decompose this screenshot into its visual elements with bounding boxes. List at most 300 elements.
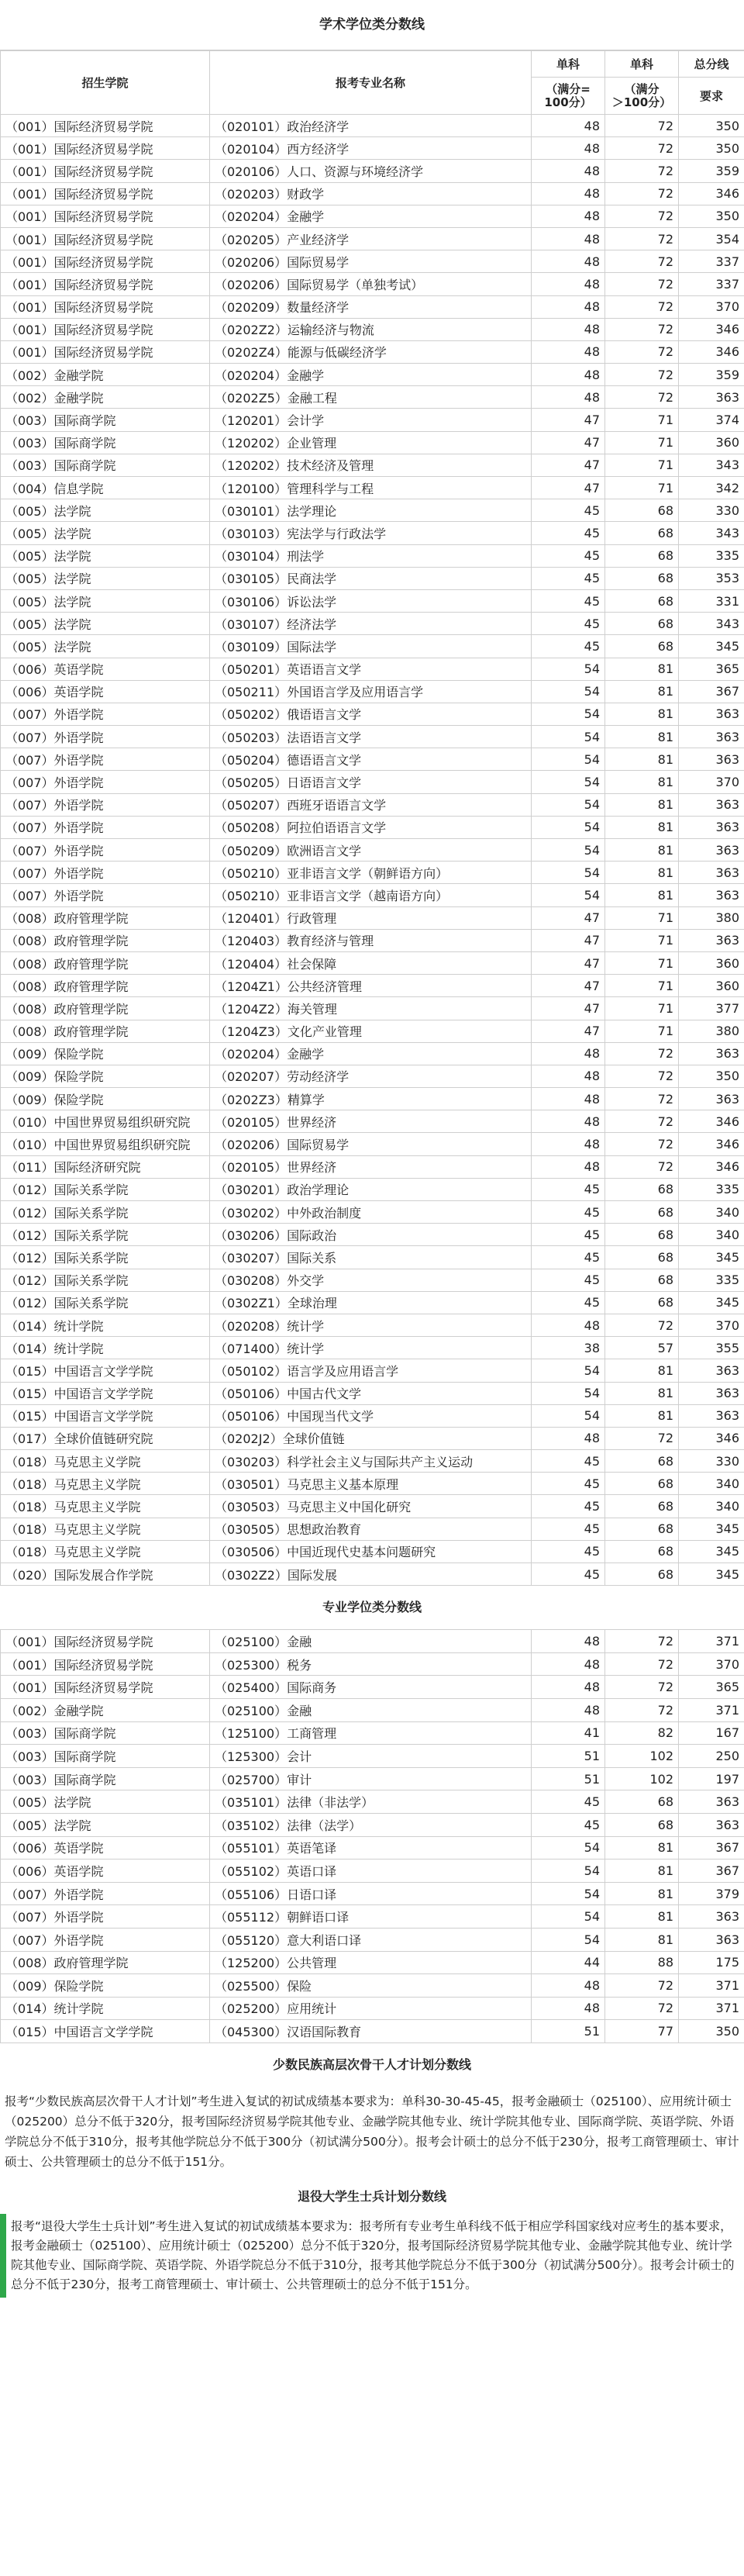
cell-single-100: 54 <box>532 816 605 838</box>
table-row <box>1 816 744 838</box>
cell-total: 330 <box>679 1450 744 1473</box>
cell-single-gt100: 81 <box>605 884 679 906</box>
cell-single-gt100: 72 <box>605 182 679 205</box>
cell-single-gt100: 72 <box>605 137 679 160</box>
cell-single-gt100: 81 <box>605 1404 679 1427</box>
cell-total: 343 <box>679 613 744 635</box>
cell-major: （050205）日语语言文学 <box>210 771 532 793</box>
cell-single-100: 48 <box>532 1133 605 1155</box>
cell-total: 335 <box>679 1269 744 1291</box>
cell-total: 345 <box>679 635 744 658</box>
table-row <box>1 1110 744 1133</box>
cell-major: （025200）应用统计 <box>210 1997 532 2020</box>
cell-single-gt100: 102 <box>605 1745 679 1768</box>
cell-major: （0202J2）全球价值链 <box>210 1427 532 1449</box>
cell-single-gt100: 81 <box>605 793 679 816</box>
cell-single-gt100: 72 <box>605 227 679 250</box>
cell-single-gt100: 72 <box>605 364 679 386</box>
cell-total: 370 <box>679 1314 744 1336</box>
cell-single-100: 45 <box>532 1291 605 1314</box>
cell-single-gt100: 72 <box>605 1427 679 1449</box>
table-row <box>1 137 744 160</box>
cell-major: （030201）政治学理论 <box>210 1178 532 1200</box>
cell-college: （007）外语学院 <box>1 748 210 771</box>
cell-single-gt100: 68 <box>605 1540 679 1563</box>
cell-single-100: 48 <box>532 250 605 273</box>
cell-total: 340 <box>679 1495 744 1518</box>
table-row <box>1 1178 744 1200</box>
cell-major: （030207）国际关系 <box>210 1246 532 1269</box>
cell-major: （030109）国际法学 <box>210 635 532 658</box>
cell-single-gt100: 68 <box>605 544 679 567</box>
table-row <box>1 1721 744 1745</box>
cell-single-gt100: 81 <box>605 703 679 725</box>
cell-single-100: 51 <box>532 2020 605 2043</box>
table-row <box>1 997 744 1020</box>
cell-single-100: 48 <box>532 182 605 205</box>
cell-single-gt100: 71 <box>605 477 679 499</box>
academic-section-title: 学术学位类分数线 <box>0 0 744 50</box>
cell-major: （020106）人口、资源与环境经济学 <box>210 160 532 182</box>
cell-single-gt100: 68 <box>605 589 679 612</box>
cell-total: 363 <box>679 1813 744 1836</box>
cell-college: （001）国际经济贸易学院 <box>1 115 210 137</box>
cell-major: （120401）行政管理 <box>210 906 532 929</box>
cell-single-gt100: 72 <box>605 1630 679 1653</box>
cell-college: （007）外语学院 <box>1 839 210 862</box>
cell-total: 345 <box>679 1246 744 1269</box>
cell-single-gt100: 68 <box>605 1563 679 1586</box>
cell-single-gt100: 72 <box>605 160 679 182</box>
cell-major: （030503）马克思主义中国化研究 <box>210 1495 532 1518</box>
cell-single-100: 45 <box>532 1563 605 1586</box>
cell-single-gt100: 81 <box>605 1836 679 1859</box>
cell-college: （001）国际经济贸易学院 <box>1 340 210 363</box>
cell-major: （0202Z5）金融工程 <box>210 386 532 409</box>
cell-single-gt100: 71 <box>605 951 679 974</box>
cell-single-100: 45 <box>532 1495 605 1518</box>
cell-major: （055106）日语口译 <box>210 1882 532 1905</box>
table-row <box>1 1314 744 1336</box>
cell-single-gt100: 81 <box>605 1905 679 1929</box>
cell-single-gt100: 72 <box>605 115 679 137</box>
cell-total: 335 <box>679 1178 744 1200</box>
table-row <box>1 1359 744 1382</box>
table-row <box>1 635 744 658</box>
cell-single-100: 54 <box>532 658 605 680</box>
cell-single-gt100: 72 <box>605 1676 679 1699</box>
cell-total: 340 <box>679 1224 744 1246</box>
table-row <box>1 544 744 567</box>
table-row <box>1 1065 744 1087</box>
cell-major: （1204Z1）公共经济管理 <box>210 975 532 997</box>
cell-college: （006）英语学院 <box>1 1836 210 1859</box>
table-row <box>1 1473 744 1495</box>
table-row <box>1 1951 744 1974</box>
table-row <box>1 1088 744 1110</box>
cell-college: （003）国际商学院 <box>1 1767 210 1790</box>
table-row <box>1 1563 744 1586</box>
table-row <box>1 1201 744 1224</box>
professional-section-title: 专业学位类分数线 <box>322 1600 422 1615</box>
cell-major: （030202）中外政治制度 <box>210 1201 532 1224</box>
cell-college: （015）中国语言文学学院 <box>1 1382 210 1404</box>
table-row <box>1 1042 744 1065</box>
cell-major: （030104）刑法学 <box>210 544 532 567</box>
cell-single-100: 54 <box>532 680 605 703</box>
cell-total: 354 <box>679 227 744 250</box>
cell-college: （006）英语学院 <box>1 680 210 703</box>
table-row <box>1 499 744 522</box>
cell-major: （020208）统计学 <box>210 1314 532 1336</box>
cell-single-100: 48 <box>532 1974 605 1998</box>
cell-major: （120100）管理科学与工程 <box>210 477 532 499</box>
table-row <box>1 182 744 205</box>
cell-major: （020209）数量经济学 <box>210 295 532 318</box>
cell-college: （008）政府管理学院 <box>1 997 210 1020</box>
table-row <box>1 1698 744 1721</box>
cell-college: （002）金融学院 <box>1 386 210 409</box>
cell-college: （003）国际商学院 <box>1 431 210 454</box>
cell-college: （005）法学院 <box>1 499 210 522</box>
table-row <box>1 906 744 929</box>
header-single-100-line2: （满分= <box>546 81 591 96</box>
veteran-section-title: 退役大学生士兵计划分数线 <box>297 2188 446 2204</box>
cell-total: 367 <box>679 680 744 703</box>
cell-single-100: 48 <box>532 1088 605 1110</box>
cell-college: （008）政府管理学院 <box>1 951 210 974</box>
table-row <box>1 1404 744 1427</box>
cell-single-100: 45 <box>532 589 605 612</box>
professional-table-body <box>1 1630 744 2043</box>
cell-college: （009）保险学院 <box>1 1088 210 1110</box>
cell-college: （020）国际发展合作学院 <box>1 1563 210 1586</box>
cell-single-100: 48 <box>532 137 605 160</box>
cell-total: 342 <box>679 477 744 499</box>
cell-college: （012）国际关系学院 <box>1 1201 210 1224</box>
cell-single-gt100: 71 <box>605 929 679 951</box>
cell-total: 371 <box>679 1974 744 1998</box>
cell-single-gt100: 81 <box>605 1928 679 1951</box>
cell-single-gt100: 81 <box>605 726 679 748</box>
cell-college: （001）国际经济贸易学院 <box>1 227 210 250</box>
cell-major: （125200）公共管理 <box>210 1951 532 1974</box>
cell-college: （007）外语学院 <box>1 816 210 838</box>
cell-major: （120404）社会保障 <box>210 951 532 974</box>
cell-single-gt100: 71 <box>605 997 679 1020</box>
cell-total: 363 <box>679 1790 744 1814</box>
cell-single-gt100: 81 <box>605 748 679 771</box>
cell-total: 197 <box>679 1767 744 1790</box>
cell-major: （120201）会计学 <box>210 409 532 431</box>
cell-single-100: 47 <box>532 929 605 951</box>
cell-college: （003）国际商学院 <box>1 1745 210 1768</box>
cell-single-100: 54 <box>532 1836 605 1859</box>
cell-single-100: 48 <box>532 295 605 318</box>
cell-college: （017）全球价值链研究院 <box>1 1427 210 1449</box>
table-row <box>1 1495 744 1518</box>
cell-major: （020206）国际贸易学（单独考试） <box>210 273 532 295</box>
table-row <box>1 340 744 363</box>
table-row <box>1 1630 744 1653</box>
cell-college: （001）国际经济贸易学院 <box>1 250 210 273</box>
cell-major: （020104）西方经济学 <box>210 137 532 160</box>
cell-major: （025100）金融 <box>210 1630 532 1653</box>
table-row <box>1 1269 744 1291</box>
cell-total: 363 <box>679 386 744 409</box>
cell-major: （055101）英语笔译 <box>210 1836 532 1859</box>
table-row <box>1 703 744 725</box>
cell-single-gt100: 72 <box>605 1974 679 1998</box>
cell-single-100: 45 <box>532 1473 605 1495</box>
cell-single-100: 45 <box>532 1201 605 1224</box>
cell-total: 380 <box>679 1020 744 1042</box>
cell-total: 363 <box>679 1359 744 1382</box>
table-row <box>1 567 744 589</box>
cell-college: （010）中国世界贸易组织研究院 <box>1 1133 210 1155</box>
cell-college: （005）法学院 <box>1 1790 210 1814</box>
cell-college: （006）英语学院 <box>1 658 210 680</box>
cell-single-100: 54 <box>532 726 605 748</box>
cell-single-gt100: 71 <box>605 906 679 929</box>
cell-single-gt100: 68 <box>605 522 679 544</box>
cell-single-100: 45 <box>532 613 605 635</box>
cell-single-100: 54 <box>532 703 605 725</box>
cell-single-100: 54 <box>532 1404 605 1427</box>
cell-total: 360 <box>679 951 744 974</box>
cell-single-gt100: 57 <box>605 1337 679 1359</box>
cell-college: （005）法学院 <box>1 522 210 544</box>
table-row <box>1 1224 744 1246</box>
cell-single-100: 47 <box>532 975 605 997</box>
cell-major: （030208）外交学 <box>210 1269 532 1291</box>
cell-single-100: 54 <box>532 884 605 906</box>
cell-major: （030505）思想政治教育 <box>210 1518 532 1540</box>
cell-college: （007）外语学院 <box>1 1882 210 1905</box>
cell-single-100: 47 <box>532 997 605 1020</box>
cell-college: （007）外语学院 <box>1 1928 210 1951</box>
cell-college: （008）政府管理学院 <box>1 929 210 951</box>
table-row <box>1 975 744 997</box>
cell-major: （055102）英语口译 <box>210 1859 532 1883</box>
cell-single-100: 54 <box>532 862 605 884</box>
cell-single-100: 45 <box>532 1450 605 1473</box>
cell-major: （025100）金融 <box>210 1698 532 1721</box>
table-row <box>1 884 744 906</box>
table-row <box>1 929 744 951</box>
cell-total: 363 <box>679 726 744 748</box>
cell-single-gt100: 81 <box>605 1359 679 1382</box>
cell-college: （012）国际关系学院 <box>1 1178 210 1200</box>
cell-single-gt100: 72 <box>605 1065 679 1087</box>
cell-single-gt100: 81 <box>605 839 679 862</box>
table-row <box>1 680 744 703</box>
cell-single-gt100: 68 <box>605 567 679 589</box>
cell-major: （050202）俄语语言文学 <box>210 703 532 725</box>
cell-major: （120403）教育经济与管理 <box>210 929 532 951</box>
cell-total: 343 <box>679 454 744 476</box>
cell-college: （008）政府管理学院 <box>1 906 210 929</box>
cell-single-100: 48 <box>532 1676 605 1699</box>
cell-college: （008）政府管理学院 <box>1 975 210 997</box>
table-row <box>1 1450 744 1473</box>
cell-major: （045300）汉语国际教育 <box>210 2020 532 2043</box>
cell-single-100: 45 <box>532 1224 605 1246</box>
cell-college: （009）保险学院 <box>1 1065 210 1087</box>
cell-college: （018）马克思主义学院 <box>1 1540 210 1563</box>
cell-single-100: 48 <box>532 1065 605 1087</box>
cell-total: 330 <box>679 499 744 522</box>
table-row <box>1 431 744 454</box>
cell-single-100: 47 <box>532 951 605 974</box>
cell-single-100: 54 <box>532 839 605 862</box>
cell-major: （020206）国际贸易学 <box>210 1133 532 1155</box>
cell-college: （015）中国语言文学学院 <box>1 1359 210 1382</box>
cell-major: （050211）外国语言学及应用语言学 <box>210 680 532 703</box>
cell-total: 337 <box>679 273 744 295</box>
cell-single-gt100: 72 <box>605 340 679 363</box>
cell-college: （007）外语学院 <box>1 862 210 884</box>
cell-college: （001）国际经济贸易学院 <box>1 318 210 340</box>
cell-college: （010）中国世界贸易组织研究院 <box>1 1110 210 1133</box>
header-total-line1: 总分线 <box>679 51 744 78</box>
cell-total: 350 <box>679 137 744 160</box>
cell-total: 365 <box>679 1676 744 1699</box>
table-row <box>1 1997 744 2020</box>
cell-single-gt100: 71 <box>605 454 679 476</box>
table-row <box>1 1905 744 1929</box>
cell-single-gt100: 72 <box>605 1042 679 1065</box>
cell-college: （001）国际经济贸易学院 <box>1 273 210 295</box>
table-row <box>1 2020 744 2043</box>
table-row <box>1 205 744 227</box>
cell-college: （005）法学院 <box>1 589 210 612</box>
cell-single-gt100: 68 <box>605 1495 679 1518</box>
cell-total: 340 <box>679 1201 744 1224</box>
cell-single-gt100: 68 <box>605 635 679 658</box>
cell-total: 335 <box>679 544 744 567</box>
cell-single-100: 45 <box>532 1540 605 1563</box>
cell-single-100: 48 <box>532 227 605 250</box>
cell-major: （0202Z3）精算学 <box>210 1088 532 1110</box>
cell-college: （012）国际关系学院 <box>1 1246 210 1269</box>
cell-major: （030105）民商法学 <box>210 567 532 589</box>
table-row <box>1 1813 744 1836</box>
cell-college: （005）法学院 <box>1 1813 210 1836</box>
cell-college: （003）国际商学院 <box>1 1721 210 1745</box>
table-row <box>1 1745 744 1768</box>
cell-major: （030101）法学理论 <box>210 499 532 522</box>
header-single-100-line1: 单科 <box>532 51 605 78</box>
cell-total: 360 <box>679 431 744 454</box>
table-row <box>1 1859 744 1883</box>
cell-single-100: 45 <box>532 1178 605 1200</box>
cell-major: （050102）语言学及应用语言学 <box>210 1359 532 1382</box>
cell-single-gt100: 68 <box>605 1178 679 1200</box>
cell-single-100: 54 <box>532 1859 605 1883</box>
cell-total: 363 <box>679 748 744 771</box>
cell-single-gt100: 72 <box>605 1314 679 1336</box>
cell-total: 363 <box>679 1088 744 1110</box>
cell-major: （030107）经济法学 <box>210 613 532 635</box>
cell-single-100: 54 <box>532 1382 605 1404</box>
cell-total: 355 <box>679 1337 744 1359</box>
cell-total: 350 <box>679 2020 744 2043</box>
cell-major: （125300）会计 <box>210 1745 532 1768</box>
cell-major: （1204Z3）文化产业管理 <box>210 1020 532 1042</box>
cell-single-gt100: 81 <box>605 1382 679 1404</box>
cell-single-100: 48 <box>532 273 605 295</box>
cell-single-100: 41 <box>532 1721 605 1745</box>
cell-single-gt100: 88 <box>605 1951 679 1974</box>
cell-total: 377 <box>679 997 744 1020</box>
cell-total: 343 <box>679 522 744 544</box>
cell-total: 367 <box>679 1859 744 1883</box>
cell-single-100: 48 <box>532 1698 605 1721</box>
cell-total: 250 <box>679 1745 744 1768</box>
cell-total: 370 <box>679 295 744 318</box>
cell-college: （005）法学院 <box>1 567 210 589</box>
cell-single-100: 45 <box>532 1790 605 1814</box>
cell-major: （0202Z4）能源与低碳经济学 <box>210 340 532 363</box>
cell-single-100: 45 <box>532 1518 605 1540</box>
cell-total: 363 <box>679 862 744 884</box>
cell-single-100: 48 <box>532 1652 605 1676</box>
cell-major: （020105）世界经济 <box>210 1155 532 1178</box>
cell-single-100: 48 <box>532 1314 605 1336</box>
cell-single-100: 51 <box>532 1767 605 1790</box>
cell-major: （025400）国际商务 <box>210 1676 532 1699</box>
cell-single-100: 54 <box>532 1882 605 1905</box>
cell-total: 353 <box>679 567 744 589</box>
cell-college: （004）信息学院 <box>1 477 210 499</box>
cell-college: （006）英语学院 <box>1 1859 210 1883</box>
cell-single-gt100: 68 <box>605 1201 679 1224</box>
cell-single-gt100: 81 <box>605 862 679 884</box>
cell-single-gt100: 68 <box>605 1224 679 1246</box>
cell-total: 365 <box>679 658 744 680</box>
cell-single-100: 48 <box>532 1110 605 1133</box>
cell-total: 363 <box>679 703 744 725</box>
table-row <box>1 613 744 635</box>
cell-single-100: 48 <box>532 1427 605 1449</box>
cell-single-gt100: 72 <box>605 1088 679 1110</box>
cell-college: （014）统计学院 <box>1 1314 210 1336</box>
cell-college: （012）国际关系学院 <box>1 1291 210 1314</box>
cell-single-100: 47 <box>532 409 605 431</box>
cell-total: 350 <box>679 115 744 137</box>
table-row <box>1 1020 744 1042</box>
cell-single-100: 45 <box>532 1269 605 1291</box>
cell-college: （001）国际经济贸易学院 <box>1 160 210 182</box>
cell-college: （009）保险学院 <box>1 1974 210 1998</box>
table-row <box>1 1133 744 1155</box>
table-row <box>1 1928 744 1951</box>
cell-major: （050203）法语语言文学 <box>210 726 532 748</box>
cell-single-gt100: 77 <box>605 2020 679 2043</box>
cell-total: 359 <box>679 160 744 182</box>
cell-college: （007）外语学院 <box>1 1905 210 1929</box>
cell-total: 363 <box>679 884 744 906</box>
cell-total: 363 <box>679 1042 744 1065</box>
cell-college: （001）国际经济贸易学院 <box>1 137 210 160</box>
cell-single-gt100: 102 <box>605 1767 679 1790</box>
cell-total: 346 <box>679 1155 744 1178</box>
cell-major: （035101）法律（非法学） <box>210 1790 532 1814</box>
cell-single-100: 48 <box>532 340 605 363</box>
cell-college: （012）国际关系学院 <box>1 1269 210 1291</box>
table-row <box>1 951 744 974</box>
